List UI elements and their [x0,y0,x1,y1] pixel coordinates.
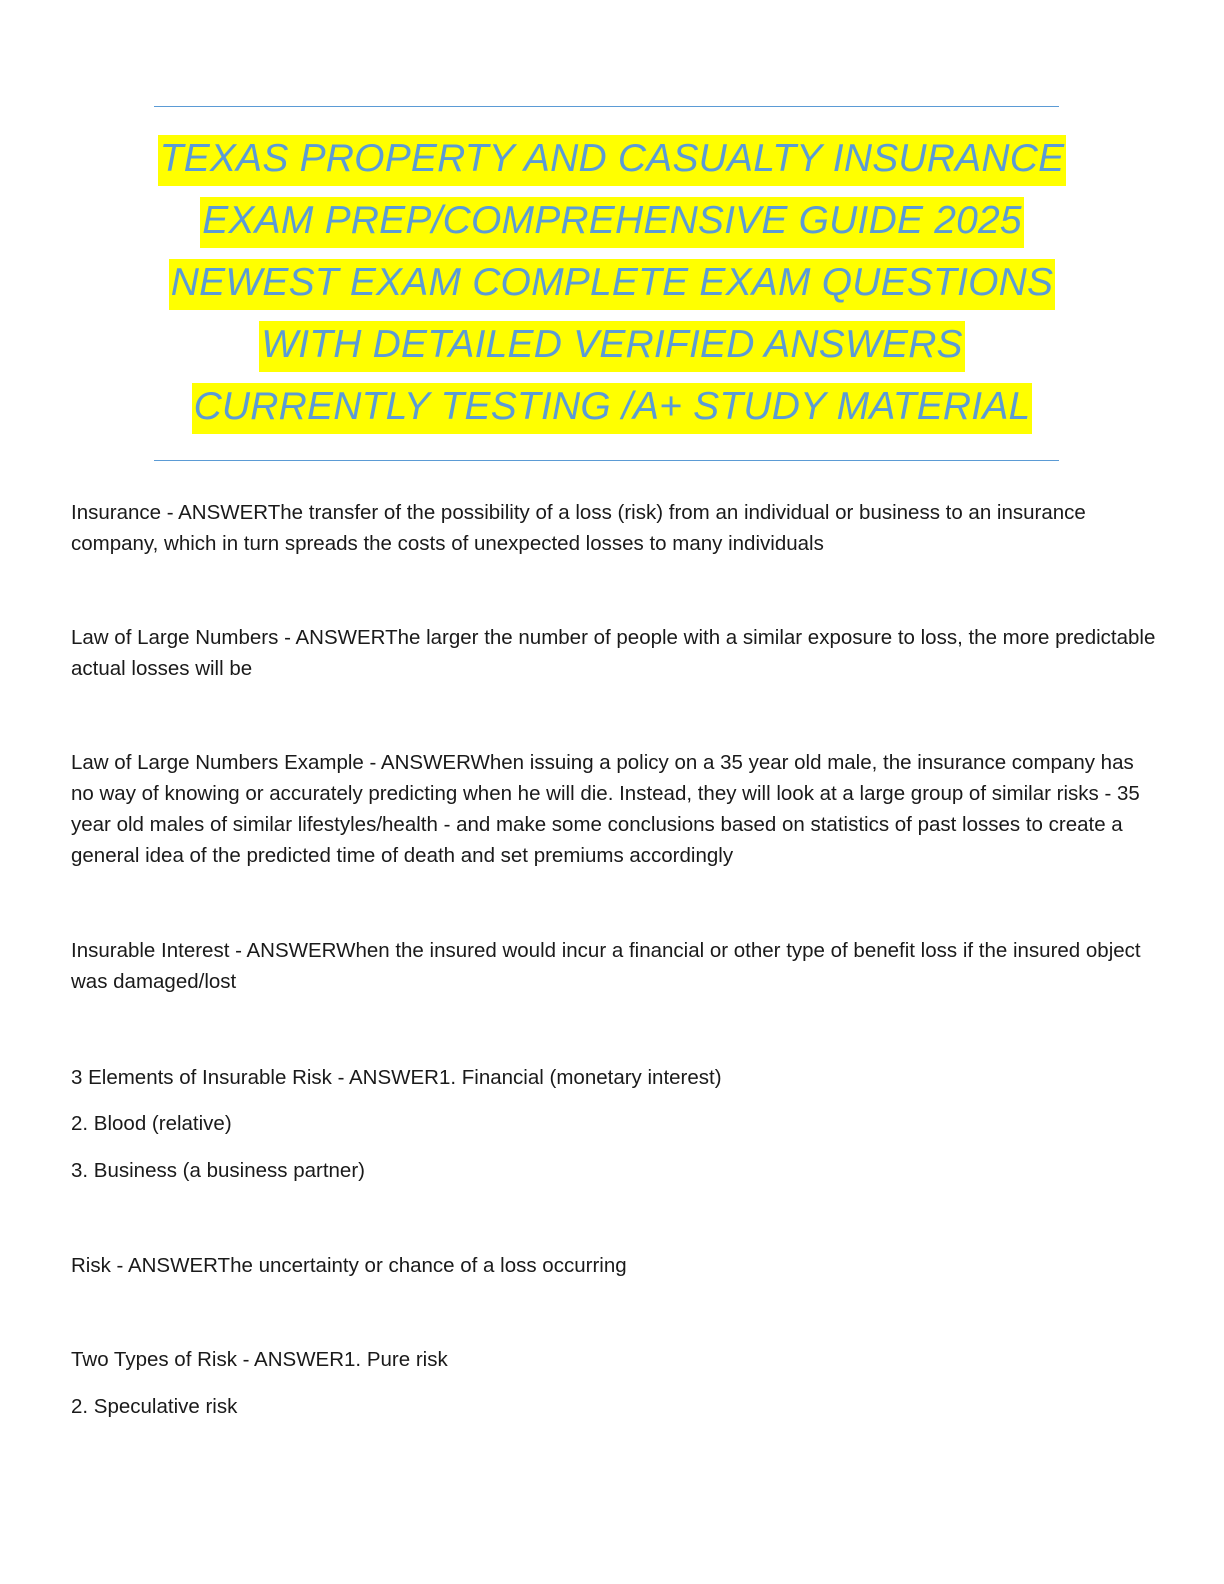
title-line-4: WITH DETAILED VERIFIED ANSWERS [100,314,1124,376]
entry-two-types-of-risk: Two Types of Risk - ANSWER1. Pure risk [71,1348,448,1371]
title-line-1: TEXAS PROPERTY AND CASUALTY INSURANCE [100,128,1124,190]
entry-insurable-interest: Insurable Interest - ANSWERWhen the insured would incur a financial or other type of benefit loss if the insured object was damaged/lost [71,939,1141,993]
entry-two-types-item-2: 2. Speculative risk [71,1395,238,1418]
title-line-3: NEWEST EXAM COMPLETE EXAM QUESTIONS [100,252,1124,314]
entry-elements-of-insurable-risk: 3 Elements of Insurable Risk - ANSWER1. Financial (monetary interest) [71,1066,722,1089]
title-top-rule [154,106,1059,107]
entry-law-of-large-numbers: Law of Large Numbers - ANSWERThe larger the number of people with a similar exposure to loss, the more predictable actual losses will be [71,626,1156,680]
entry-insurance: Insurance - ANSWERThe transfer of the possibility of a loss (risk) from an individual or business to an insurance company, which in turn spreads the costs of unexpected losses to many individuals [71,501,1086,555]
title-bottom-rule [154,460,1059,461]
title-line-2: EXAM PREP/COMPREHENSIVE GUIDE 2025 [100,190,1124,252]
entry-law-of-large-numbers-example: Law of Large Numbers Example - ANSWERWhen issuing a policy on a 35 year old male, the insurance company has no way of knowing or accurately predicting when he will die. Instead, they will look at a large group of similar risks - 35 year old males of similar lifestyles/health - and make some conclusions based on statistics of past losses to create a general idea of the predicted time of death and set premiums accordingly [71,751,1140,867]
document-title [100,128,1124,438]
entry-elements-item-3: 3. Business (a business partner) [71,1159,365,1182]
title-line-5: CURRENTLY TESTING /A+ STUDY MATERIAL [100,376,1124,438]
entry-elements-item-2: 2. Blood (relative) [71,1112,232,1135]
entry-risk: Risk - ANSWERThe uncertainty or chance of a loss occurring [71,1254,627,1277]
